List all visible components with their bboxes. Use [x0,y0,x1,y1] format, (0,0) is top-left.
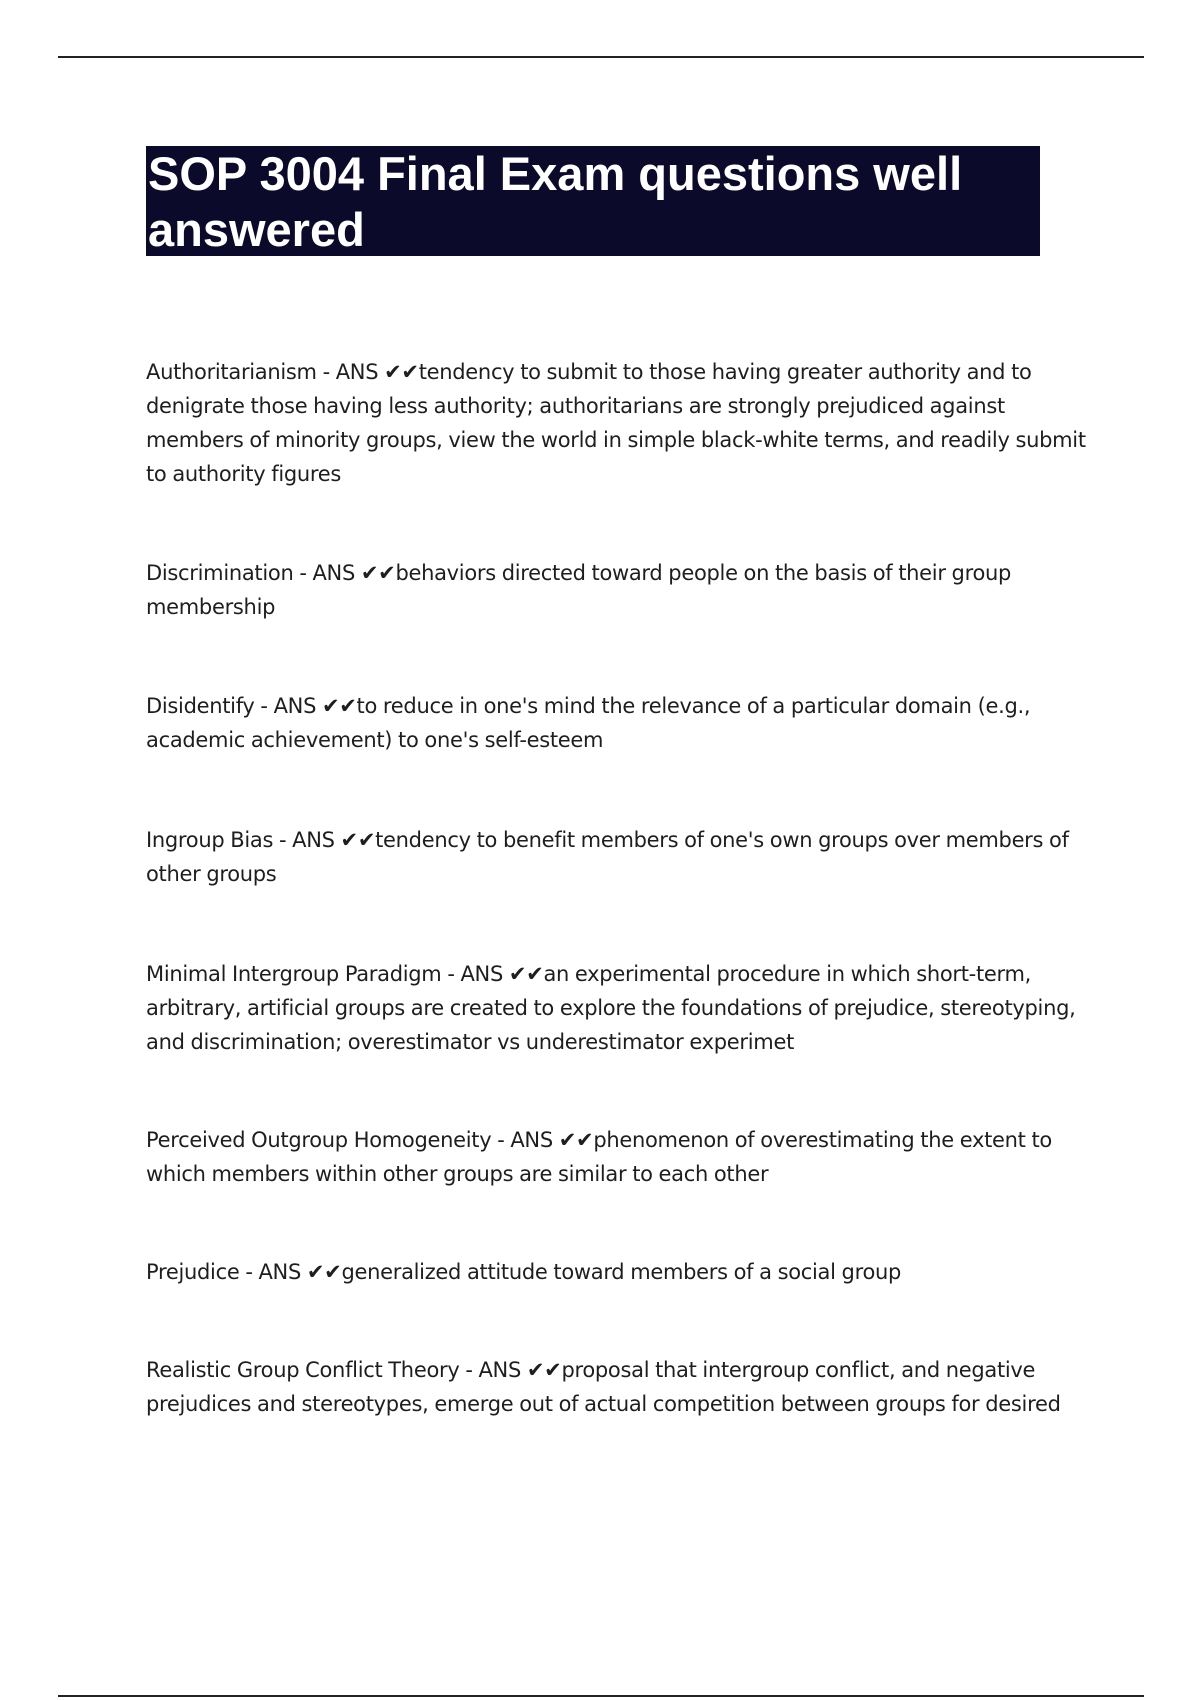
entry-discrimination: Discrimination - ANS ✔✔behaviors directed toward people on the basis of their group membership [146,561,1012,619]
page-title: SOP 3004 Final Exam questions well answered [148,147,963,256]
entry-realistic-group-conflict-theory: Realistic Group Conflict Theory - ANS ✔✔proposal that intergroup conflict, and negative prejudices and stereotypes, emerge out of actual competition between groups for desired [146,1358,1061,1416]
title-banner [146,146,1040,256]
entry-disidentify: Disidentify - ANS ✔✔to reduce in one's mind the relevance of a particular domain (e.g., academic achievement) to one's self-esteem [146,694,1031,752]
entry-list [146,355,1086,1421]
entry-authoritarianism: Authoritarianism - ANS ✔✔tendency to submit to those having greater authority and to denigrate those having less authority; authoritarians are strongly prejudiced against members of minority groups, view the world in simple black-white terms, and readily submit to authority figures [146,360,1086,486]
entry-minimal-intergroup-paradigm: Minimal Intergroup Paradigm - ANS ✔✔an experimental procedure in which short-term, arbitrary, artificial groups are created to explore the foundations of prejudice, stereotyping, and discrimination; overestimator vs underestimator experimet [146,962,1076,1054]
entry-prejudice: Prejudice - ANS ✔✔generalized attitude toward members of a social group [146,1260,902,1284]
entry-perceived-outgroup-homogeneity: Perceived Outgroup Homogeneity - ANS ✔✔phenomenon of overestimating the extent to which members within other groups are similar to each other [146,1128,1052,1186]
entry-ingroup-bias: Ingroup Bias - ANS ✔✔tendency to benefit members of one's own groups over members of other groups [146,828,1069,886]
bottom-rule [58,1695,1144,1697]
top-rule [58,56,1144,58]
